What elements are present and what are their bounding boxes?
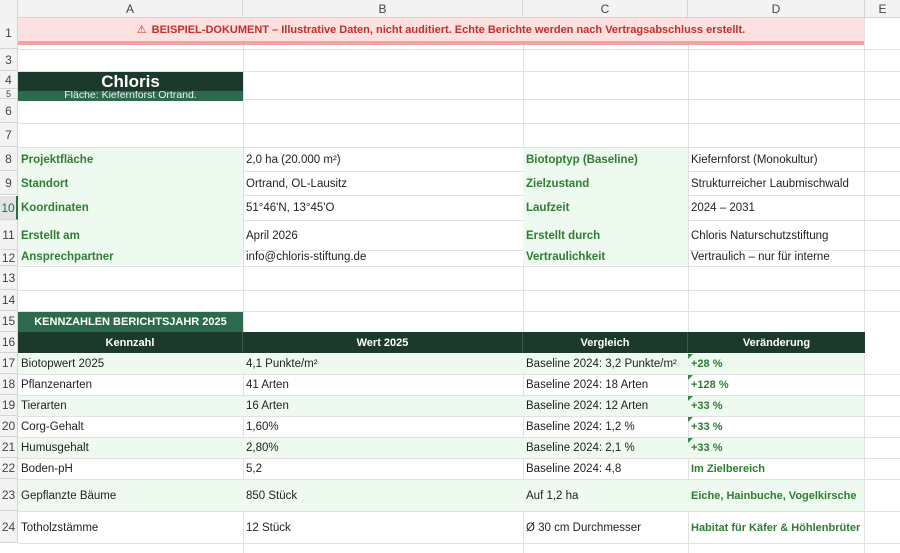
row-header[interactable]: 6 [0,99,18,123]
section-heading-kennzahlen[interactable]: KENNZAHLEN BERICHTSJAHR 2025 [18,312,243,332]
info-label-erstellt-am[interactable]: Erstellt am [21,230,80,242]
info-label-koordinaten[interactable]: Koordinaten [21,202,89,214]
info-label-laufzeit[interactable]: Laufzeit [526,202,570,214]
info-label-projektflaeche[interactable]: Projektfläche [21,154,94,166]
row-header[interactable]: 8 [0,147,18,171]
table-cell[interactable]: Baseline 2024: 3,2 Punkte/m² [526,358,677,370]
table-cell-change[interactable]: +28 % [691,358,723,370]
info-value-laufzeit[interactable]: 2024 – 2031 [691,202,755,214]
table-cell[interactable]: Totholzstämme [21,521,99,534]
info-label-biotoptyp[interactable]: Biotoptyp (Baseline) [526,154,638,166]
table-cell-change[interactable]: Habitat für Käfer & Höhlenbrüter [691,521,861,534]
banner-text: BEISPIEL-DOKUMENT – Illustrative Daten, nicht auditiert. Echte Berichte werden nach Vertragsabschluss erstellt. [151,23,746,36]
comment-indicator-icon [688,417,693,422]
row-header[interactable]: 4 [0,71,18,89]
warning-icon: ⚠ [136,24,147,36]
row-header[interactable]: 11 [0,220,18,250]
info-value-biotoptyp[interactable]: Kiefernforst (Monokultur) [691,154,818,166]
info-label-vertraulichkeit[interactable]: Vertraulichkeit [526,251,606,263]
info-label-zielzustand[interactable]: Zielzustand [526,178,590,190]
row-header[interactable]: 16 [0,332,18,353]
row-header[interactable]: 22 [0,458,18,479]
row-header[interactable]: 7 [0,123,18,147]
row-header[interactable]: 15 [0,311,18,332]
table-header-veraenderung[interactable]: Veränderung [688,332,865,353]
column-header-bar [0,0,900,18]
gridline [18,123,900,124]
table-cell[interactable]: Corg-Gehalt [21,421,84,433]
comment-indicator-icon [688,354,693,359]
info-value-standort[interactable]: Ortrand, OL-Lausitz [246,178,347,190]
table-cell[interactable]: Baseline 2024: 1,2 % [526,421,635,433]
info-label-standort[interactable]: Standort [21,178,69,190]
select-all-corner[interactable] [0,0,18,18]
row-header[interactable]: 9 [0,171,18,195]
column-header-a[interactable]: A [18,0,243,18]
gridline [18,49,900,50]
table-cell[interactable]: Gepflanzte Bäume [21,489,117,502]
table-cell-change[interactable]: +33 % [691,421,723,433]
table-cell[interactable]: Baseline 2024: 18 Arten [526,379,649,391]
row-header[interactable]: 23 [0,479,18,511]
comment-indicator-icon [688,396,693,401]
table-cell[interactable]: Auf 1,2 ha [526,489,579,502]
row-header[interactable]: 13 [0,266,18,290]
gridline [18,290,900,291]
row-header[interactable]: 19 [0,395,18,416]
info-value-projektflaeche[interactable]: 2,0 ha (20.000 m²) [246,154,341,166]
row-header[interactable]: 20 [0,416,18,437]
table-cell[interactable]: Tierarten [21,400,67,412]
row-header[interactable]: 5 [0,89,18,99]
row-header[interactable]: 10 [0,196,18,220]
info-label-erstellt-durch[interactable]: Erstellt durch [526,230,601,242]
table-header-wert[interactable]: Wert 2025 [243,332,523,353]
table-cell-change[interactable]: +33 % [691,400,723,412]
table-cell[interactable]: 1,60% [246,421,279,433]
column-header-b[interactable]: B [243,0,523,18]
table-cell[interactable]: Baseline 2024: 2,1 % [526,442,635,454]
info-label-ansprechpartner[interactable]: Ansprechpartner [21,251,114,263]
table-cell[interactable]: Ø 30 cm Durchmesser [526,521,642,534]
info-value-koordinaten[interactable]: 51°46'N, 13°45'O [246,202,335,214]
table-cell[interactable]: Humusgehalt [21,442,89,454]
table-cell-change[interactable]: Im Zielbereich [691,463,765,475]
table-cell[interactable]: 41 Arten [246,379,289,391]
table-cell[interactable]: 16 Arten [246,400,289,412]
table-header-vergleich[interactable]: Vergleich [523,332,688,353]
comment-indicator-icon [688,375,693,380]
area-subtitle: Fläche: Kiefernforst Ortrand. [18,91,243,101]
row-header[interactable]: 18 [0,374,18,395]
brand-title: Chloris [101,72,160,91]
row-header[interactable]: 24 [0,511,18,543]
column-header-e[interactable]: E [878,2,887,16]
table-cell[interactable]: Biotopwert 2025 [21,358,105,370]
title-block[interactable] [18,72,243,101]
row-header[interactable]: 14 [0,290,18,311]
table-cell[interactable]: Baseline 2024: 12 Arten [526,400,649,412]
row-header[interactable]: 17 [0,353,18,374]
row-header[interactable]: 12 [0,250,18,266]
info-value-zielzustand[interactable]: Strukturreicher Laubmischwald [691,178,849,190]
table-cell[interactable]: 2,80% [246,442,279,454]
row-header[interactable]: 3 [0,49,18,71]
column-header-c[interactable]: C [523,0,688,18]
row-header[interactable]: 1 [0,18,18,49]
column-header-d[interactable]: D [688,0,865,18]
info-value-ansprechpartner[interactable]: info@chloris-stiftung.de [246,251,367,263]
table-cell[interactable]: 12 Stück [246,521,291,534]
info-value-erstellt-durch[interactable]: Chloris Naturschutzstiftung [691,230,829,242]
sample-document-banner [18,18,864,45]
table-cell[interactable]: 5,2 [246,463,262,475]
table-cell[interactable]: 850 Stück [246,489,298,502]
table-cell[interactable]: Pflanzenarten [21,379,92,391]
table-cell[interactable]: 4,1 Punkte/m² [246,358,318,370]
gridline [18,543,900,544]
table-cell[interactable]: Boden-pH [21,463,73,475]
info-value-vertraulichkeit[interactable]: Vertraulich – nur für interne [691,251,830,263]
table-cell-change[interactable]: +33 % [691,442,723,454]
info-value-erstellt-am[interactable]: April 2026 [246,230,298,242]
gridline [18,266,900,267]
table-header-kennzahl[interactable]: Kennzahl [18,332,243,353]
table-cell-change[interactable]: Eiche, Hainbuche, Vogelkirsche [691,489,857,502]
table-cell-change[interactable]: +128 % [691,379,729,391]
table-cell[interactable]: Baseline 2024: 4,8 [526,463,622,475]
comment-indicator-icon [688,438,693,443]
row-header[interactable]: 21 [0,437,18,458]
